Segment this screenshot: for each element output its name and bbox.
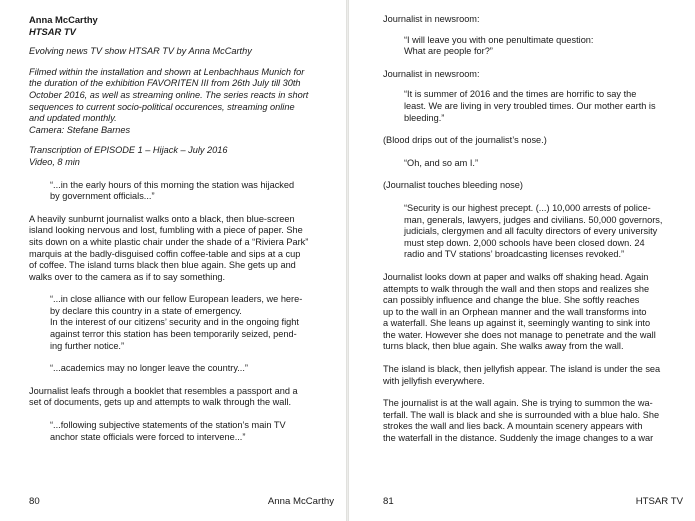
text-line: anchor state officials were forced to intervene...” — [50, 431, 246, 442]
text-line: can possibly influence and change the blue. She softly reaches — [383, 295, 640, 306]
text-line: “I will leave you with one penultimate question: — [404, 34, 594, 45]
paragraph-journalist-island — [29, 214, 334, 284]
text-line: island looking nervous and lost, fumbling with a piece of paper. She — [29, 225, 303, 236]
paragraph-summon-waterfall — [383, 398, 683, 444]
text-line: a waterfall. She leans up against it, seemingly wanting to sink into — [383, 318, 651, 329]
text-line: the water. However she does not manage to penetrate and the wall — [383, 329, 656, 340]
quote-hijack — [29, 180, 334, 203]
text-line: Filmed within the installation and shown at Lenbachhaus Munich for — [29, 66, 305, 77]
work-title: HTSAR TV — [29, 25, 76, 37]
text-line: attempts to walk through the wall and then stops and realizes she — [383, 283, 650, 294]
text-line: Transcription of EPISODE 1 – Hijack – July 2016 — [29, 145, 228, 156]
paragraph-waterfall — [383, 272, 683, 353]
text-line: Journalist in newsroom: — [383, 68, 480, 79]
intro-line — [29, 46, 334, 58]
left-page — [0, 0, 346, 521]
quote-anchor — [29, 420, 334, 443]
text-line: judicials, clergymen and all faculty directors of every university — [404, 226, 658, 237]
text-line: “...following subjective statements of the station’s main TV — [50, 420, 286, 431]
quote-summer-2016 — [383, 89, 683, 124]
text-line: “...in the early hours of this morning the station was hijacked — [50, 179, 295, 190]
text-line: (Blood drips out of the journalist’s nose.) — [383, 135, 547, 146]
text-line: Video, 8 min — [29, 156, 80, 167]
quote-security — [383, 203, 683, 261]
text-line: the waterfall in the distance. Suddenly the image changes to a war — [383, 433, 654, 444]
text-line: bleeding.” — [404, 112, 445, 123]
paragraph-blood — [383, 135, 683, 147]
text-line: sits down on a white plastic chair under the shade of a “Riviera Park” — [29, 236, 309, 247]
text-line: radio and TV stations’ broadcasting licenses revoked.” — [404, 249, 625, 260]
text-line: A heavily sunburnt journalist walks onto a black, then blue-screen — [29, 213, 295, 224]
left-text-column — [29, 14, 334, 443]
text-line: What are people for?” — [404, 46, 493, 57]
text-line: with jellyfish everywhere. — [383, 375, 485, 386]
text-line: up to the wall in an Orphean manner and the wall transforms into — [383, 306, 647, 317]
text-line: terfall. The wall is black and she is surrounded with a blue halo. She — [383, 409, 660, 420]
text-line: by declare this country in a state of emergency. — [50, 305, 242, 316]
right-text-column — [383, 14, 683, 445]
text-line: “...in close alliance with our fellow European leaders, we here- — [50, 294, 303, 305]
text-line: Camera: Stefane Barnes — [29, 124, 131, 135]
text-line: The journalist is at the wall again. She is trying to summon the wa- — [383, 398, 653, 409]
text-line: against terror this station has been temporarily seized, pend- — [50, 329, 297, 340]
page-number-right: 81 — [383, 496, 394, 507]
running-head-right: HTSAR TV — [635, 496, 683, 507]
text-line: and updated monthly. — [29, 113, 117, 124]
right-page — [349, 0, 695, 521]
text-line: Journalist looks down at paper and walks off shaking head. Again — [383, 271, 649, 282]
text-line: strokes the wall and lies back. A mountain scenery appears with — [383, 421, 643, 432]
text-line: In the interest of our citizens’ security and in the ongoing fight — [50, 317, 299, 328]
text-line: must step down. 2,000 schools have been closed down. 24 — [404, 237, 645, 248]
text-line: set of documents, gets up and attempts to walk through the wall. — [29, 397, 291, 408]
text-line: by government officials...” — [50, 191, 155, 202]
text-line: The island is black, then jellyfish appear. The island is under the sea — [383, 364, 661, 375]
paragraph-newsroom-1 — [383, 14, 683, 26]
transcription-heading — [29, 145, 334, 168]
quote-penultimate — [383, 35, 683, 58]
text-line: “...academics may no longer leave the country...” — [50, 363, 248, 374]
quote-academics — [29, 363, 334, 375]
paragraph-passport — [29, 386, 334, 409]
text-line: ing further notice.” — [50, 340, 125, 351]
description-block — [29, 67, 334, 137]
quote-so-am-i — [383, 158, 683, 170]
text-line: Evolving news TV show HTSAR TV by Anna McCarthy — [29, 46, 252, 57]
text-line: least. We are living in very troubled times. Our mother earth is — [404, 100, 656, 111]
paragraph-jellyfish — [383, 364, 683, 387]
page-number-left: 80 — [29, 496, 40, 507]
text-line: man, generals, lawyers, judges and civilians. 50,000 governors, — [404, 214, 663, 225]
text-line: (Journalist touches bleeding nose) — [383, 180, 523, 191]
text-line: “It is summer of 2016 and the times are horrific to say the — [404, 89, 637, 100]
paragraph-newsroom-2 — [383, 69, 683, 81]
text-line: the duration of the exhibition FAVORITEN III from 26th July till 30th — [29, 78, 301, 89]
text-line: walks over to the camera as if to say something. — [29, 271, 226, 282]
text-line: of coffee. The island turns black then blue again. She gets up and — [29, 260, 296, 271]
text-line: sequences to current socio-political occurences, streaming online — [29, 101, 295, 112]
text-line: Journalist in newsroom: — [383, 14, 480, 24]
text-line: “Oh, and so am I.” — [404, 157, 479, 168]
author-name: Anna McCarthy — [29, 14, 98, 25]
text-line: Journalist leafs through a booklet that resembles a passport and a — [29, 385, 298, 396]
text-line: “Security is our highest precept. (...) 10,000 arrests of police- — [404, 202, 651, 213]
text-line: October 2016, as well as streaming online. The series reacts in short — [29, 89, 309, 100]
quote-emergency — [29, 294, 334, 352]
text-line: marquis at the badly-disguised coffin coffee-table and sips at a cup — [29, 248, 301, 259]
paragraph-touches-nose — [383, 180, 683, 192]
running-head-left: Anna McCarthy — [267, 496, 334, 507]
text-line: turns black, then blue again. She walks away from the wall. — [383, 341, 624, 352]
